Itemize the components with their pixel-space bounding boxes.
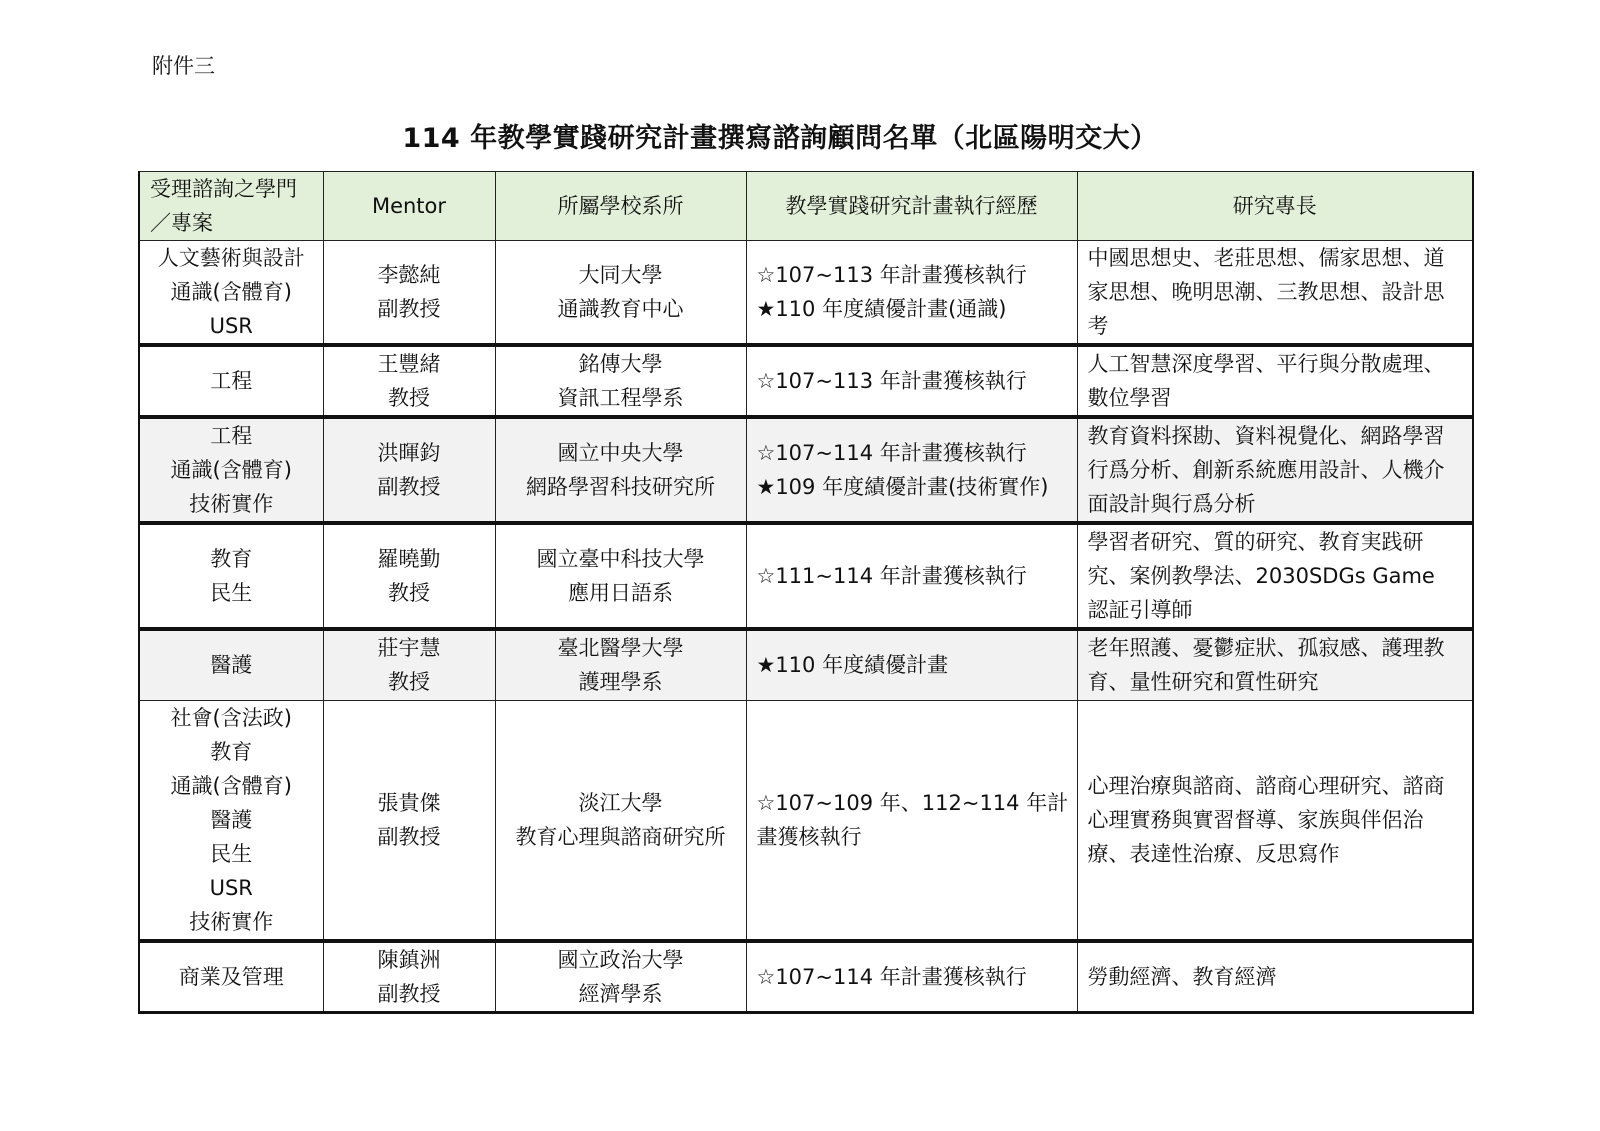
affiliation-cell xyxy=(495,241,746,346)
expertise-cell: 教育資料探勘、資料視覺化、網路學習行爲分析、創新系統應用設計、人機介面設計與行爲分析 xyxy=(1077,417,1473,523)
field-item: 技術實作 xyxy=(189,492,274,516)
experience-item: ★110 年度績優計畫(通識) xyxy=(756,297,1007,321)
header-expertise: 研究專長 xyxy=(1077,172,1473,241)
field-cell xyxy=(139,241,323,346)
mentor-cell xyxy=(323,629,495,700)
department-name: 網路學習科技研究所 xyxy=(526,475,715,499)
field-item: 商業及管理 xyxy=(178,964,284,989)
mentor-table xyxy=(138,171,1474,1014)
table-row xyxy=(139,417,1473,523)
field-cell xyxy=(139,417,323,523)
field-cell xyxy=(139,629,323,700)
document-title: 114 年教學實踐研究計畫撰寫諮詢顧問名單（北區陽明交大） xyxy=(402,123,1158,154)
field-item: 工程 xyxy=(210,424,253,448)
expertise-cell: 中國思想史、老莊思想、儒家思想、道家思想、晚明思潮、三教思想、設計思考 xyxy=(1077,241,1473,346)
mentor-cell xyxy=(323,241,495,346)
table-row xyxy=(139,700,1473,941)
mentor-rank: 副教授 xyxy=(377,475,441,499)
mentor-rank: 教授 xyxy=(388,386,430,410)
affiliation-cell xyxy=(495,417,746,523)
table-row xyxy=(139,241,1473,346)
field-item: 通識(含體育) xyxy=(170,280,292,304)
field-item: USR xyxy=(209,875,253,900)
school-name: 國立中央大學 xyxy=(557,441,684,465)
mentor-name: 羅曉勤 xyxy=(377,547,441,571)
experience-cell xyxy=(746,629,1077,700)
field-cell xyxy=(139,345,323,417)
affiliation-cell xyxy=(495,941,746,1013)
experience-item: ☆107~109 年、112~114 年計畫獲核執行 xyxy=(756,790,1069,849)
field-item: USR xyxy=(209,314,253,338)
affiliation-cell xyxy=(495,629,746,700)
mentor-name: 洪暉鈞 xyxy=(377,441,441,465)
field-item: 民生 xyxy=(210,841,253,866)
department-name: 教育心理與諮商研究所 xyxy=(515,824,726,849)
affiliation-cell xyxy=(495,523,746,629)
field-cell xyxy=(139,523,323,629)
field-item: 醫護 xyxy=(210,653,253,678)
mentor-name: 李懿純 xyxy=(377,263,441,287)
mentor-name: 張貴傑 xyxy=(377,790,441,815)
field-cell xyxy=(139,941,323,1013)
mentor-rank: 副教授 xyxy=(377,824,441,849)
experience-item: ☆107~113 年計畫獲核執行 xyxy=(756,369,1027,393)
school-name: 臺北醫學大學 xyxy=(557,636,684,661)
field-item: 工程 xyxy=(210,369,253,393)
field-item: 人文藝術與設計 xyxy=(157,246,305,270)
expertise-cell: 人工智慧深度學習、平行與分散處理、數位學習 xyxy=(1077,345,1473,417)
experience-cell xyxy=(746,941,1077,1013)
experience-cell xyxy=(746,700,1077,941)
header-affiliation: 所屬學校系所 xyxy=(495,172,746,241)
mentor-rank: 副教授 xyxy=(377,297,441,321)
department-name: 護理學系 xyxy=(578,670,663,695)
attachment-label: 附件三 xyxy=(152,54,215,78)
expertise-cell: 老年照護、憂鬱症狀、孤寂感、護理教育、量性研究和質性研究 xyxy=(1077,629,1473,700)
field-item: 民生 xyxy=(210,581,253,605)
experience-cell xyxy=(746,417,1077,523)
table-row xyxy=(139,941,1473,1013)
experience-cell xyxy=(746,241,1077,346)
mentor-cell xyxy=(323,345,495,417)
mentor-rank: 教授 xyxy=(388,581,430,605)
table-body xyxy=(139,241,1473,1013)
department-name: 經濟學系 xyxy=(578,981,663,1006)
field-item: 技術實作 xyxy=(189,909,274,934)
experience-item: ☆107~113 年計畫獲核執行 xyxy=(756,263,1027,287)
school-name: 大同大學 xyxy=(578,263,663,287)
affiliation-cell xyxy=(495,700,746,941)
experience-item: ☆111~114 年計畫獲核執行 xyxy=(756,564,1027,588)
expertise-cell: 心理治療與諮商、諮商心理研究、諮商心理實務與實習督導、家族與伴侶治療、表達性治療、反思寫作 xyxy=(1077,700,1473,941)
mentor-name: 陳鎮洲 xyxy=(377,947,441,972)
experience-item: ★110 年度績優計畫 xyxy=(756,653,949,678)
school-name: 淡江大學 xyxy=(578,790,663,815)
expertise-cell: 勞動經濟、教育經濟 xyxy=(1077,941,1473,1013)
mentor-name: 王豐緒 xyxy=(377,352,441,376)
department-name: 通識教育中心 xyxy=(557,297,684,321)
experience-item: ★109 年度績優計畫(技術實作) xyxy=(756,475,1049,499)
department-name: 應用日語系 xyxy=(568,581,673,605)
school-name: 國立政治大學 xyxy=(557,947,684,972)
field-item: 教育 xyxy=(210,547,253,571)
field-item: 通識(含體育) xyxy=(170,773,292,798)
field-item: 教育 xyxy=(210,739,253,764)
mentor-cell xyxy=(323,941,495,1013)
field-item: 社會(含法政) xyxy=(170,705,292,730)
header-mentor: Mentor xyxy=(323,172,495,241)
header-experience: 教學實踐研究計畫執行經歷 xyxy=(746,172,1077,241)
mentor-rank: 教授 xyxy=(388,670,430,695)
table-row xyxy=(139,345,1473,417)
table-row xyxy=(139,523,1473,629)
header-field: 受理諮詢之學門／專案 xyxy=(139,172,323,241)
experience-cell xyxy=(746,523,1077,629)
mentor-name: 莊宇慧 xyxy=(377,636,441,661)
school-name: 國立臺中科技大學 xyxy=(536,547,705,571)
experience-item: ☆107~114 年計畫獲核執行 xyxy=(756,964,1027,989)
table-row xyxy=(139,629,1473,700)
department-name: 資訊工程學系 xyxy=(557,386,684,410)
expertise-cell: 學習者研究、質的研究、教育実践研究、案例教學法、2030SDGs Game 認証引導師 xyxy=(1077,523,1473,629)
school-name: 銘傳大學 xyxy=(578,352,663,376)
experience-cell xyxy=(746,345,1077,417)
field-item: 醫護 xyxy=(210,807,253,832)
field-item: 通識(含體育) xyxy=(170,458,292,482)
mentor-cell xyxy=(323,523,495,629)
mentor-cell xyxy=(323,417,495,523)
mentor-cell xyxy=(323,700,495,941)
field-cell xyxy=(139,700,323,941)
mentor-rank: 副教授 xyxy=(377,981,441,1006)
affiliation-cell xyxy=(495,345,746,417)
experience-item: ☆107~114 年計畫獲核執行 xyxy=(756,441,1027,465)
table-header xyxy=(139,172,1473,241)
